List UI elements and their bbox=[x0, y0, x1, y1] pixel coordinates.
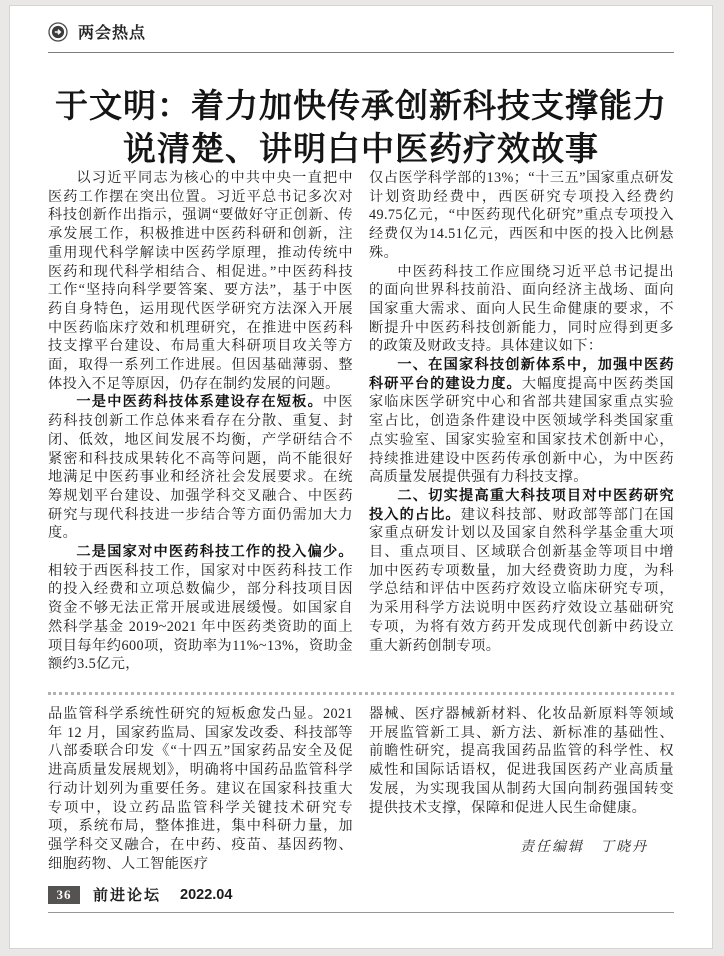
continued-paragraph-left: 品监管科学系统性研究的短板愈发凸显。2021 年 12 月，国家药监局、国家发改委、科技部等八部委联合印发《“十四五”国家药品安全及促进高质量发展规划》，明确将中国药品监管科学行动计划列为重要任务。建议在国家科技重大专项中，设立药品监管科学关键技术研究专项，系统布局，整体推进，集中科研力量，加强学科交叉融合，在中药、疫苗、基因药物、细胞药物、人工智能医疗 bbox=[48, 706, 353, 872]
article-title-line1: 于文明：着力加快传承创新科技支撑能力 bbox=[55, 87, 667, 125]
paragraph-continuation: 仅占医学科学部的13%；“十三五”国家重点研发计划资助经费中，西医研究专项投入经费约49.75亿元，“中医药现代化研究”重点专项投入经费仅为14.51亿元，西医和中医的投入比例悬殊。 bbox=[369, 170, 674, 261]
page-footer bbox=[48, 884, 674, 913]
paragraph-transition: 中医药科技工作应围绕习近平总书记提出的面向世界科技前沿、面向经济主战场、面向国家重大需求、面向人民生命健康的要求，不断提升中医药科技创新能力，同时应得到更多的政策及财政支持。具体建议如下： bbox=[369, 263, 674, 355]
paragraph-point-1: 一是中医药科技体系建设存在短板。中医药科技创新工作总体来看存在分散、重复、封闭、低效，地区间发展不均衡，产学研结合不紧密和科技成果转化不高等问题，尚不能很好地满足中医药事业和经济社会发展要求。在统筹规划平台建设、加强学科交叉融合、中医药研究与现代科技进一步结合等方面仍需加大力度。 bbox=[48, 394, 353, 542]
article-title-line2: 说清楚、讲明白中医药疗效故事 bbox=[123, 130, 599, 168]
paragraph-intro: 以习近平同志为核心的中共中央一直把中医药工作摆在突出位置。习近平总书记多次对科技创新作出指示，强调“要做好守正创新、传承发展工作，积极推进中医药科研和创新，注重用现代科学解读中医药学原理，推动传统中医药和现代科学相结合、相促进。”中医药科技工作“坚持向科学要答案、要方法”，基于中医药自身特色，运用现代医学研究方法深入开展中医药临床疗效和机理研究，在推进中医药科技支撑平台建设、布局重大科研项目攻关等方面，取得一系列工作进展。但因基础薄弱、整体投入不足等原因，仍存在制约发展的问题。 bbox=[48, 170, 353, 392]
continued-right-column bbox=[369, 705, 674, 877]
article-right-column bbox=[369, 169, 674, 674]
article-left-column bbox=[48, 169, 353, 674]
paragraph-suggestion-2: 二、切实提高重大科技项目对中医药研究投入的占比。建议科技部、财政部等部门在国家重点研发计划以及国家自然科学基金重大项目、重点项目、区域联合创新基金等项目中增加中医药专项数量，加大经费资助力度，为科学总结和评估中医药疗效设立临床研究专项，为采用科学方法说明中医药疗效设立基础研究专项，为将有效方药开发成现代创新中药设立重大新药创制专项。 bbox=[369, 487, 674, 654]
article-body bbox=[48, 169, 674, 674]
magazine-page bbox=[10, 6, 712, 948]
section-header bbox=[48, 20, 674, 53]
journal-issue: 2022.04 bbox=[180, 886, 233, 903]
page-number-badge: 36 bbox=[48, 886, 80, 904]
dotted-divider bbox=[48, 692, 674, 695]
paragraph-point-2: 二是国家对中医药科技工作的投入偏少。相较于西医科技工作，国家对中医药科技工作的投入经费和立项总数偏少，部分科技项目因资金不够无法正常开展或进展缓慢。如国家自然科学基金 2019~2021 年中医药类资助的面上项目每年约600项，资助率为11%~13%，资助金额约3.5亿元， bbox=[48, 544, 353, 673]
continued-paragraph-right: 器械、医疗器械新材料、化妆品新原料等领域开展监管新工具、新方法、新标准的基础性、前瞻性研究，提高我国药品监管的科学性、权威性和国际话语权，促进我国医药产业高质量发展，为实现我国从制药大国向制药强国转变提供技术支撑，保障和促进人民生命健康。 bbox=[369, 706, 674, 816]
paragraph-suggestion-1: 一、在国家科技创新体系中，加强中医药科研平台的建设力度。大幅度提高中医药类国家临床医学研究中心和省部共建国家重点实验室占比，创造条件建设中医领域学科类国家重点实验室、国家实验室和国家技术创新中心，持续推进建设中医药传承创新中心，为中医药高质量发展提供强有力科技支撑。 bbox=[369, 357, 674, 486]
article-title bbox=[30, 84, 692, 170]
continued-article-body bbox=[48, 705, 674, 877]
journal-name: 前进论坛 bbox=[93, 887, 162, 904]
continued-left-column bbox=[48, 705, 353, 877]
circle-arrow-right-icon bbox=[48, 22, 68, 42]
section-tag-label: 两会热点 bbox=[78, 25, 147, 42]
editor-credit: 责任编辑 丁晓丹 bbox=[520, 840, 648, 856]
